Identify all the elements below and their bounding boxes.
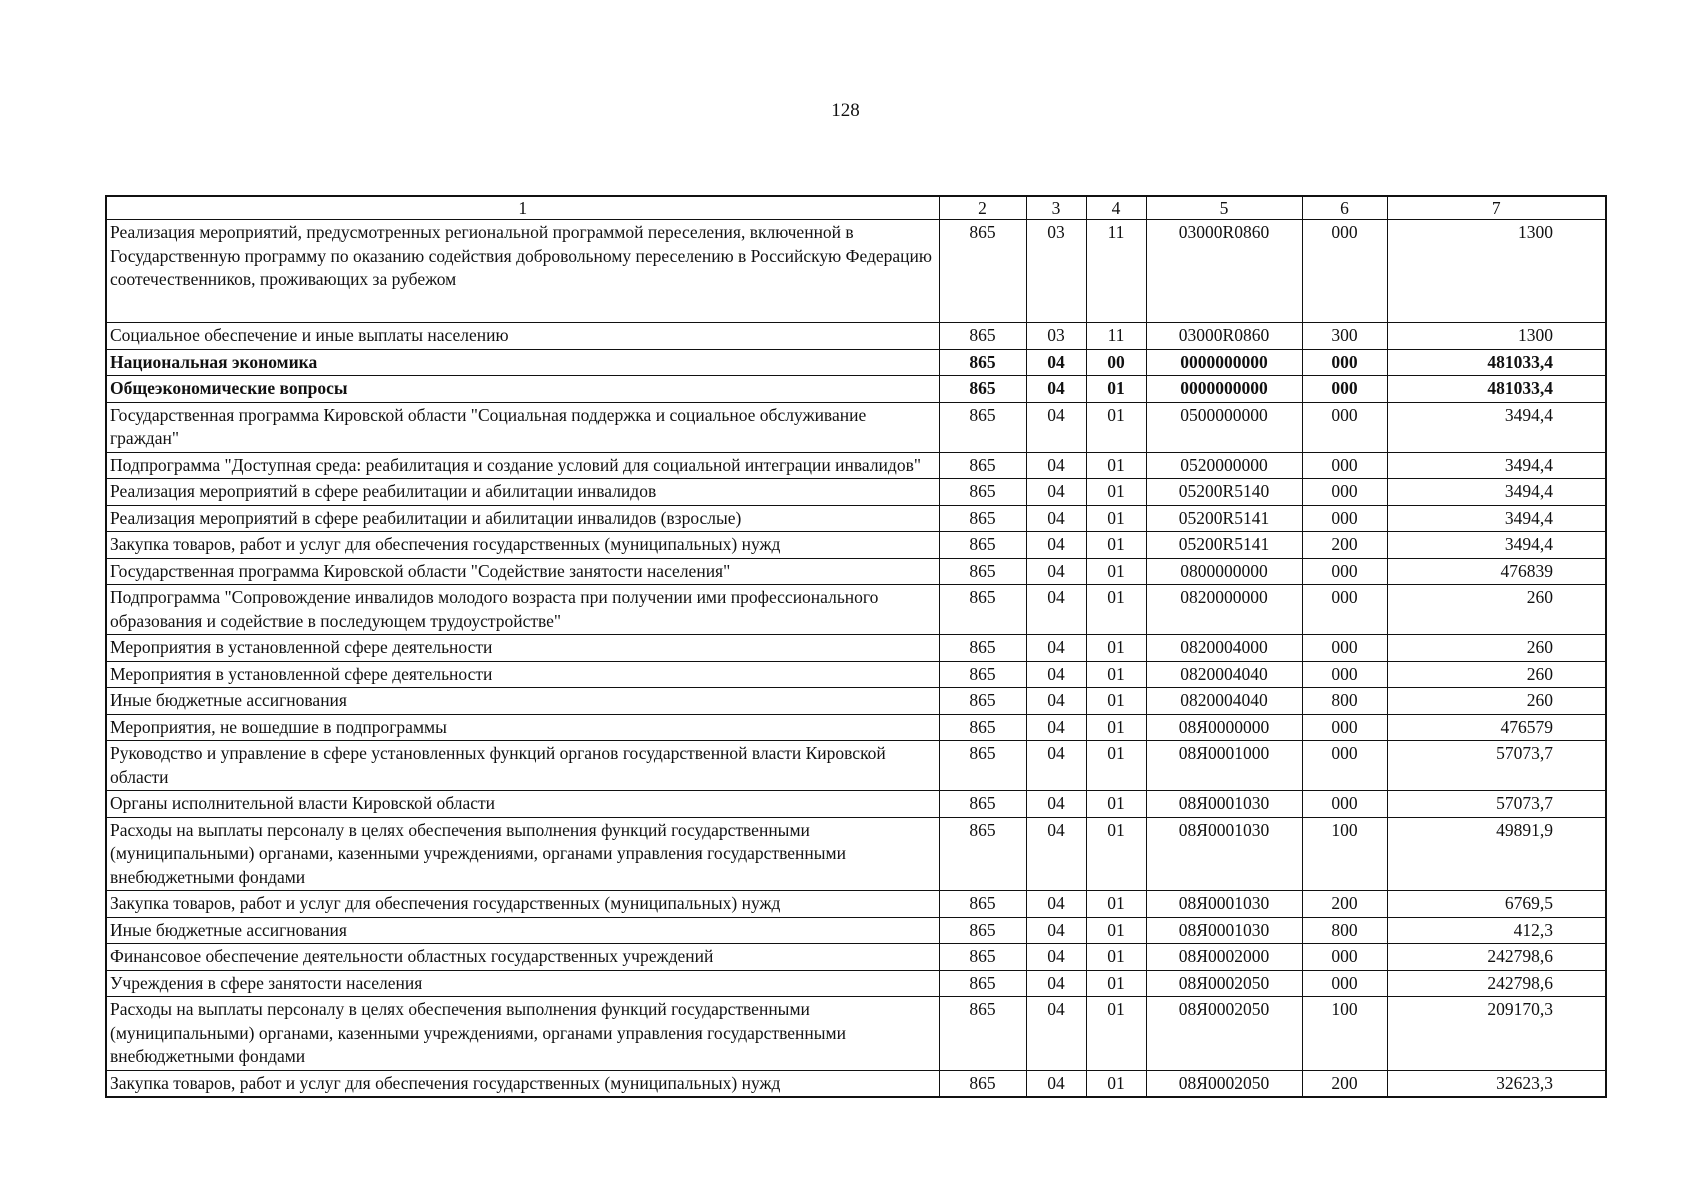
row-name: Руководство и управление в сфере установленных функций органов государственной власти Кировской области bbox=[106, 741, 939, 791]
row-code-target: 0800000000 bbox=[1146, 558, 1302, 585]
row-code-section: 04 bbox=[1026, 479, 1086, 506]
row-code-subsection: 01 bbox=[1086, 558, 1146, 585]
budget-table bbox=[105, 195, 1607, 1098]
row-code-target: 0500000000 bbox=[1146, 402, 1302, 452]
row-code-section: 04 bbox=[1026, 688, 1086, 715]
row-amount: 57073,7 bbox=[1387, 791, 1606, 818]
row-code-section: 04 bbox=[1026, 741, 1086, 791]
table-row bbox=[106, 817, 1606, 891]
row-code-target: 08Я0001030 bbox=[1146, 817, 1302, 891]
row-code-expense-type: 800 bbox=[1302, 688, 1387, 715]
row-name: Иные бюджетные ассигнования bbox=[106, 917, 939, 944]
row-name: Мероприятия в установленной сфере деятельности bbox=[106, 661, 939, 688]
row-name: Национальная экономика bbox=[106, 349, 939, 376]
row-code-subsection: 01 bbox=[1086, 532, 1146, 559]
row-name: Мероприятия, не вошедшие в подпрограммы bbox=[106, 714, 939, 741]
row-code-admin: 865 bbox=[939, 635, 1026, 662]
row-amount: 49891,9 bbox=[1387, 817, 1606, 891]
table-row bbox=[106, 741, 1606, 791]
row-code-expense-type: 100 bbox=[1302, 817, 1387, 891]
page-number: 128 bbox=[831, 100, 860, 121]
header-col-5: 5 bbox=[1146, 196, 1302, 220]
row-name: Государственная программа Кировской области "Содействие занятости населения" bbox=[106, 558, 939, 585]
row-code-expense-type: 000 bbox=[1302, 661, 1387, 688]
row-name: Реализация мероприятий в сфере реабилитации и абилитации инвалидов (взрослые) bbox=[106, 505, 939, 532]
row-code-target: 0820004040 bbox=[1146, 661, 1302, 688]
header-col-6: 6 bbox=[1302, 196, 1387, 220]
row-code-admin: 865 bbox=[939, 997, 1026, 1071]
header-col-1: 1 bbox=[106, 196, 939, 220]
row-name: Государственная программа Кировской области "Социальная поддержка и социальное обслуживание граждан" bbox=[106, 402, 939, 452]
table-row bbox=[106, 891, 1606, 918]
row-amount: 476839 bbox=[1387, 558, 1606, 585]
row-code-target: 08Я0000000 bbox=[1146, 714, 1302, 741]
header-col-2: 2 bbox=[939, 196, 1026, 220]
row-code-subsection: 01 bbox=[1086, 635, 1146, 662]
row-code-admin: 865 bbox=[939, 349, 1026, 376]
row-code-target: 05200R5140 bbox=[1146, 479, 1302, 506]
row-code-subsection: 01 bbox=[1086, 891, 1146, 918]
row-code-expense-type: 000 bbox=[1302, 402, 1387, 452]
row-code-admin: 865 bbox=[939, 532, 1026, 559]
row-code-section: 04 bbox=[1026, 970, 1086, 997]
row-code-target: 08Я0001000 bbox=[1146, 741, 1302, 791]
row-code-admin: 865 bbox=[939, 891, 1026, 918]
row-amount: 260 bbox=[1387, 585, 1606, 635]
row-name: Расходы на выплаты персоналу в целях обеспечения выполнения функций государственными (муниципальными) органами, казенными учреждениями, органами управления государственными внебюджетными фондами bbox=[106, 997, 939, 1071]
row-code-target: 0000000000 bbox=[1146, 349, 1302, 376]
row-code-expense-type: 000 bbox=[1302, 585, 1387, 635]
row-code-section: 04 bbox=[1026, 791, 1086, 818]
row-code-section: 04 bbox=[1026, 917, 1086, 944]
row-code-expense-type: 000 bbox=[1302, 558, 1387, 585]
row-code-section: 04 bbox=[1026, 376, 1086, 403]
row-amount: 260 bbox=[1387, 688, 1606, 715]
row-code-target: 05200R5141 bbox=[1146, 505, 1302, 532]
row-code-section: 04 bbox=[1026, 817, 1086, 891]
row-name: Подпрограмма "Сопровождение инвалидов молодого возраста при получении ими профессионального образования и содействие в последующем трудоустройстве" bbox=[106, 585, 939, 635]
row-code-admin: 865 bbox=[939, 558, 1026, 585]
header-col-4: 4 bbox=[1086, 196, 1146, 220]
row-code-target: 08Я0001030 bbox=[1146, 891, 1302, 918]
row-code-target: 08Я0002050 bbox=[1146, 970, 1302, 997]
row-code-admin: 865 bbox=[939, 791, 1026, 818]
row-code-expense-type: 000 bbox=[1302, 452, 1387, 479]
row-code-admin: 865 bbox=[939, 376, 1026, 403]
row-amount: 476579 bbox=[1387, 714, 1606, 741]
row-code-expense-type: 000 bbox=[1302, 741, 1387, 791]
row-amount: 32623,3 bbox=[1387, 1070, 1606, 1097]
row-code-expense-type: 800 bbox=[1302, 917, 1387, 944]
row-code-expense-type: 100 bbox=[1302, 997, 1387, 1071]
header-col-3: 3 bbox=[1026, 196, 1086, 220]
row-code-admin: 865 bbox=[939, 452, 1026, 479]
row-code-expense-type: 000 bbox=[1302, 970, 1387, 997]
row-code-subsection: 01 bbox=[1086, 714, 1146, 741]
row-code-subsection: 01 bbox=[1086, 585, 1146, 635]
row-code-section: 04 bbox=[1026, 452, 1086, 479]
row-code-expense-type: 000 bbox=[1302, 220, 1387, 323]
row-amount: 3494,4 bbox=[1387, 402, 1606, 452]
row-name: Закупка товаров, работ и услуг для обеспечения государственных (муниципальных) нужд bbox=[106, 891, 939, 918]
row-code-subsection: 01 bbox=[1086, 997, 1146, 1071]
row-code-section: 04 bbox=[1026, 349, 1086, 376]
row-code-target: 08Я0002050 bbox=[1146, 1070, 1302, 1097]
row-amount: 260 bbox=[1387, 635, 1606, 662]
row-name: Закупка товаров, работ и услуг для обеспечения государственных (муниципальных) нужд bbox=[106, 1070, 939, 1097]
row-name: Подпрограмма "Доступная среда: реабилитация и создание условий для социальной интеграции инвалидов" bbox=[106, 452, 939, 479]
row-code-expense-type: 000 bbox=[1302, 376, 1387, 403]
row-amount: 1300 bbox=[1387, 323, 1606, 350]
row-code-expense-type: 300 bbox=[1302, 323, 1387, 350]
row-code-section: 04 bbox=[1026, 532, 1086, 559]
row-code-section: 04 bbox=[1026, 402, 1086, 452]
row-code-admin: 865 bbox=[939, 220, 1026, 323]
row-code-section: 04 bbox=[1026, 997, 1086, 1071]
row-code-admin: 865 bbox=[939, 661, 1026, 688]
row-name: Реализация мероприятий в сфере реабилитации и абилитации инвалидов bbox=[106, 479, 939, 506]
row-code-subsection: 01 bbox=[1086, 402, 1146, 452]
row-code-subsection: 00 bbox=[1086, 349, 1146, 376]
row-code-admin: 865 bbox=[939, 714, 1026, 741]
header-col-7: 7 bbox=[1387, 196, 1606, 220]
row-code-expense-type: 200 bbox=[1302, 891, 1387, 918]
row-code-target: 0520000000 bbox=[1146, 452, 1302, 479]
row-code-target: 08Я0002050 bbox=[1146, 997, 1302, 1071]
row-code-admin: 865 bbox=[939, 479, 1026, 506]
row-code-admin: 865 bbox=[939, 402, 1026, 452]
table-row bbox=[106, 532, 1606, 559]
row-code-target: 03000R0860 bbox=[1146, 323, 1302, 350]
table-row bbox=[106, 376, 1606, 403]
row-code-target: 03000R0860 bbox=[1146, 220, 1302, 323]
row-code-admin: 865 bbox=[939, 817, 1026, 891]
row-code-admin: 865 bbox=[939, 505, 1026, 532]
row-code-subsection: 01 bbox=[1086, 944, 1146, 971]
row-amount: 3494,4 bbox=[1387, 532, 1606, 559]
row-code-target: 05200R5141 bbox=[1146, 532, 1302, 559]
row-name: Мероприятия в установленной сфере деятельности bbox=[106, 635, 939, 662]
row-code-subsection: 11 bbox=[1086, 220, 1146, 323]
row-amount: 209170,3 bbox=[1387, 997, 1606, 1071]
table-row bbox=[106, 661, 1606, 688]
row-amount: 481033,4 bbox=[1387, 349, 1606, 376]
table-row bbox=[106, 791, 1606, 818]
row-code-subsection: 11 bbox=[1086, 323, 1146, 350]
row-amount: 260 bbox=[1387, 661, 1606, 688]
table-row bbox=[106, 349, 1606, 376]
row-amount: 1300 bbox=[1387, 220, 1606, 323]
row-code-subsection: 01 bbox=[1086, 661, 1146, 688]
row-code-subsection: 01 bbox=[1086, 817, 1146, 891]
row-code-expense-type: 000 bbox=[1302, 791, 1387, 818]
table-row bbox=[106, 688, 1606, 715]
table-row bbox=[106, 402, 1606, 452]
row-name: Социальное обеспечение и иные выплаты населению bbox=[106, 323, 939, 350]
row-code-subsection: 01 bbox=[1086, 970, 1146, 997]
row-name: Расходы на выплаты персоналу в целях обеспечения выполнения функций государственными (муниципальными) органами, казенными учреждениями, органами управления государственными внебюджетными фондами bbox=[106, 817, 939, 891]
row-name: Учреждения в сфере занятости населения bbox=[106, 970, 939, 997]
table-body bbox=[106, 220, 1606, 1098]
row-code-expense-type: 000 bbox=[1302, 944, 1387, 971]
row-code-expense-type: 200 bbox=[1302, 532, 1387, 559]
row-code-section: 04 bbox=[1026, 944, 1086, 971]
row-amount: 57073,7 bbox=[1387, 741, 1606, 791]
row-code-section: 03 bbox=[1026, 323, 1086, 350]
row-name: Общеэкономические вопросы bbox=[106, 376, 939, 403]
row-code-subsection: 01 bbox=[1086, 741, 1146, 791]
row-code-subsection: 01 bbox=[1086, 688, 1146, 715]
row-code-expense-type: 000 bbox=[1302, 349, 1387, 376]
row-amount: 3494,4 bbox=[1387, 452, 1606, 479]
table-row bbox=[106, 323, 1606, 350]
table-row bbox=[106, 505, 1606, 532]
table-row bbox=[106, 479, 1606, 506]
row-code-section: 04 bbox=[1026, 714, 1086, 741]
table-row bbox=[106, 452, 1606, 479]
row-code-admin: 865 bbox=[939, 917, 1026, 944]
table-row bbox=[106, 944, 1606, 971]
row-code-admin: 865 bbox=[939, 323, 1026, 350]
row-code-target: 08Я0001030 bbox=[1146, 917, 1302, 944]
row-code-section: 03 bbox=[1026, 220, 1086, 323]
table-row bbox=[106, 997, 1606, 1071]
table-row bbox=[106, 585, 1606, 635]
row-code-section: 04 bbox=[1026, 635, 1086, 662]
row-code-target: 08Я0001030 bbox=[1146, 791, 1302, 818]
row-code-subsection: 01 bbox=[1086, 376, 1146, 403]
row-code-subsection: 01 bbox=[1086, 1070, 1146, 1097]
row-code-subsection: 01 bbox=[1086, 452, 1146, 479]
table-row bbox=[106, 1070, 1606, 1097]
row-code-admin: 865 bbox=[939, 970, 1026, 997]
row-code-subsection: 01 bbox=[1086, 479, 1146, 506]
row-code-subsection: 01 bbox=[1086, 917, 1146, 944]
row-code-target: 0820004000 bbox=[1146, 635, 1302, 662]
row-amount: 481033,4 bbox=[1387, 376, 1606, 403]
row-amount: 412,3 bbox=[1387, 917, 1606, 944]
table-row bbox=[106, 714, 1606, 741]
row-code-admin: 865 bbox=[939, 944, 1026, 971]
row-code-admin: 865 bbox=[939, 1070, 1026, 1097]
row-amount: 3494,4 bbox=[1387, 505, 1606, 532]
row-code-section: 04 bbox=[1026, 505, 1086, 532]
row-code-section: 04 bbox=[1026, 891, 1086, 918]
row-code-expense-type: 000 bbox=[1302, 714, 1387, 741]
row-code-subsection: 01 bbox=[1086, 791, 1146, 818]
row-code-section: 04 bbox=[1026, 585, 1086, 635]
row-name: Финансовое обеспечение деятельности областных государственных учреждений bbox=[106, 944, 939, 971]
row-amount: 242798,6 bbox=[1387, 944, 1606, 971]
row-code-target: 08Я0002000 bbox=[1146, 944, 1302, 971]
row-code-target: 0820004040 bbox=[1146, 688, 1302, 715]
table-row bbox=[106, 970, 1606, 997]
row-code-expense-type: 000 bbox=[1302, 635, 1387, 662]
row-code-expense-type: 000 bbox=[1302, 505, 1387, 532]
table-row bbox=[106, 558, 1606, 585]
row-code-section: 04 bbox=[1026, 1070, 1086, 1097]
row-code-section: 04 bbox=[1026, 661, 1086, 688]
row-name: Органы исполнительной власти Кировской области bbox=[106, 791, 939, 818]
row-code-target: 0820000000 bbox=[1146, 585, 1302, 635]
table-row bbox=[106, 220, 1606, 323]
row-amount: 3494,4 bbox=[1387, 479, 1606, 506]
row-code-section: 04 bbox=[1026, 558, 1086, 585]
row-code-admin: 865 bbox=[939, 585, 1026, 635]
row-name: Закупка товаров, работ и услуг для обеспечения государственных (муниципальных) нужд bbox=[106, 532, 939, 559]
row-code-target: 0000000000 bbox=[1146, 376, 1302, 403]
row-code-subsection: 01 bbox=[1086, 505, 1146, 532]
row-amount: 242798,6 bbox=[1387, 970, 1606, 997]
row-code-expense-type: 200 bbox=[1302, 1070, 1387, 1097]
row-amount: 6769,5 bbox=[1387, 891, 1606, 918]
row-name: Иные бюджетные ассигнования bbox=[106, 688, 939, 715]
header-row bbox=[106, 196, 1606, 220]
table-row bbox=[106, 635, 1606, 662]
row-name: Реализация мероприятий, предусмотренных региональной программой переселения, включенной в Государственную программу по оказанию содействия добровольному переселению в Российскую Федерацию соотечественников, проживающих за рубежом bbox=[106, 220, 939, 323]
table-row bbox=[106, 917, 1606, 944]
row-code-expense-type: 000 bbox=[1302, 479, 1387, 506]
row-code-admin: 865 bbox=[939, 688, 1026, 715]
row-code-admin: 865 bbox=[939, 741, 1026, 791]
